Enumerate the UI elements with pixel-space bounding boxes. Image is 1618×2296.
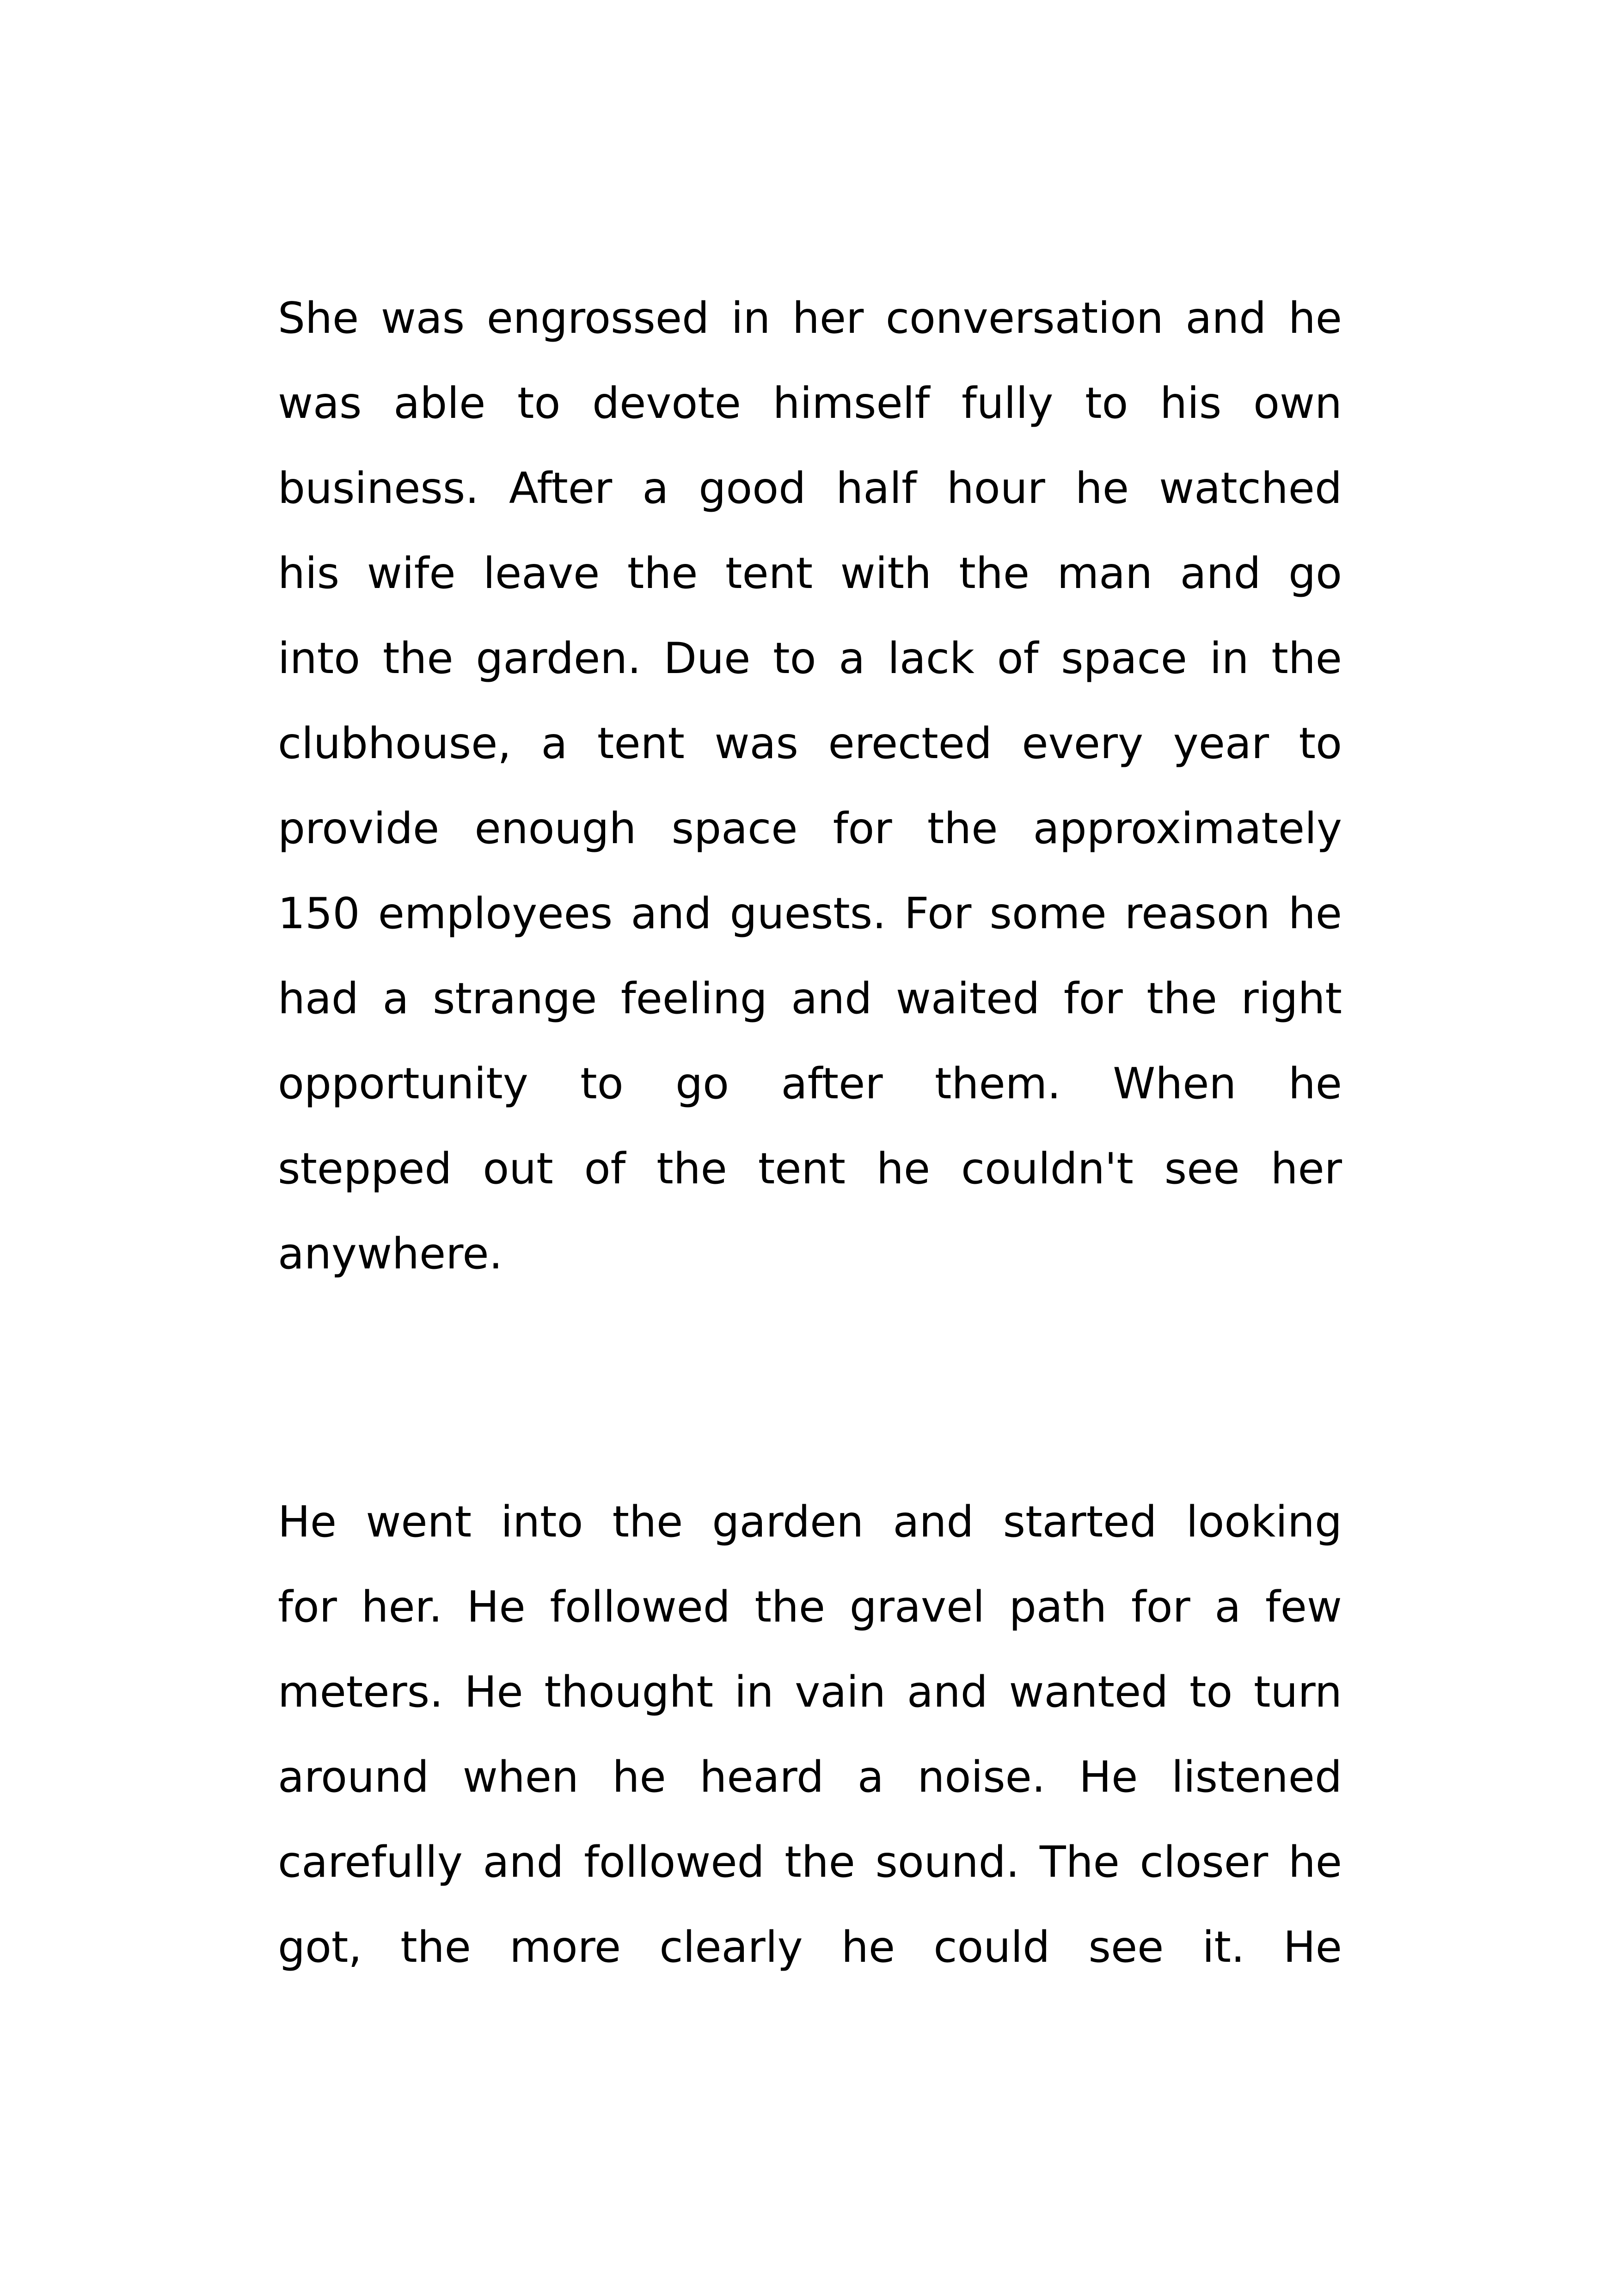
text-line: was able to devote himself fully to his own: [278, 378, 1342, 428]
text-line: stepped out of the tent he couldn't see her: [278, 1144, 1342, 1194]
text-line: for her. He followed the gravel path for a few: [278, 1582, 1342, 1632]
text-line: clubhouse, a tent was erected every year to: [278, 718, 1342, 768]
text-line: anywhere.: [278, 1229, 503, 1279]
text-line: He went into the garden and started looking: [278, 1497, 1342, 1547]
text-line: 150 employees and guests. For some reason he: [278, 888, 1342, 938]
paragraph-1: [278, 276, 1342, 1296]
paragraph-2: [278, 1479, 1342, 1990]
text-line: around when he heard a noise. He listened: [278, 1752, 1342, 1802]
text-line: opportunity to go after them. When he: [278, 1059, 1342, 1108]
text-line: She was engrossed in her conversation and he: [278, 293, 1342, 343]
text-line: business. After a good half hour he watched: [278, 463, 1342, 513]
text-line: got, the more clearly he could see it. He: [278, 1922, 1342, 1972]
text-line: had a strange feeling and waited for the right: [278, 974, 1342, 1023]
text-line: carefully and followed the sound. The closer he: [278, 1837, 1342, 1887]
text-line: his wife leave the tent with the man and go: [278, 548, 1342, 598]
text-line: meters. He thought in vain and wanted to turn: [278, 1667, 1342, 1717]
text-line: into the garden. Due to a lack of space in the: [278, 633, 1342, 683]
text-line: provide enough space for the approximately: [278, 803, 1342, 853]
